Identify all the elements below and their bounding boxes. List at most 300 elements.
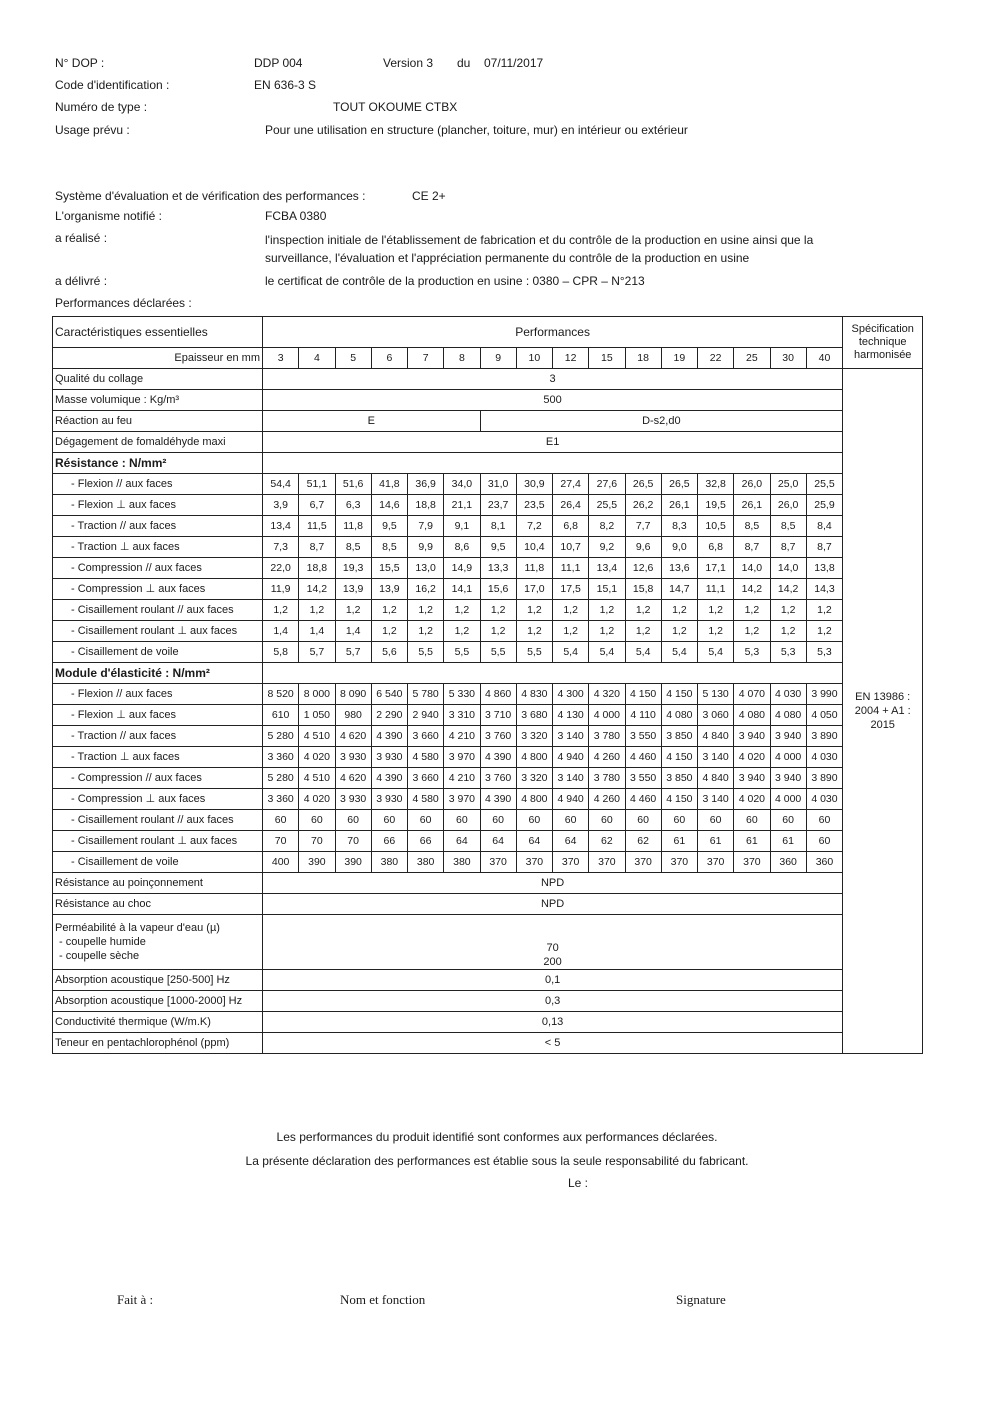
row-label: - Compression // aux faces [53, 558, 263, 579]
value-cell: 3 140 [553, 726, 589, 747]
value-cell: 8 090 [335, 684, 371, 705]
value-cell: 4 020 [734, 789, 770, 810]
value-cell: 1,2 [698, 600, 734, 621]
row-label: - Flexion ⊥ aux faces [53, 495, 263, 516]
value-cell: 4 510 [299, 768, 335, 789]
value-cell: 9,5 [480, 537, 516, 558]
usage-label: Usage prévu : [55, 123, 130, 137]
thickness-cell: 8 [444, 348, 480, 369]
closing-line-2: La présente déclaration des performances est établie sous la seule responsabilité du fabricant. [245, 1154, 749, 1168]
thickness-row [53, 348, 923, 369]
value-cell: 3 930 [335, 747, 371, 768]
value-cell: 5,6 [371, 642, 407, 663]
value-cell: 4 390 [371, 726, 407, 747]
done-label: a réalisé : [55, 231, 108, 245]
value-cell: 8,6 [444, 537, 480, 558]
section-title: Résistance : N/mm² [53, 453, 263, 474]
row-value: 500 [263, 390, 843, 411]
value-cell: 36,9 [408, 474, 444, 495]
value-cell: 5,3 [770, 642, 806, 663]
thickness-label: Epaisseur en mm [53, 348, 263, 369]
table-row [53, 915, 923, 970]
value-cell: 17,5 [553, 579, 589, 600]
table-row [53, 579, 923, 600]
value-cell: 3 320 [516, 726, 552, 747]
value-cell: 4 800 [516, 747, 552, 768]
value-cell: 1,2 [589, 600, 625, 621]
value-cell: 7,9 [408, 516, 444, 537]
row-label: - Cisaillement roulant ⊥ aux faces [53, 831, 263, 852]
value-cell: 18,8 [408, 495, 444, 516]
value-cell: 61 [698, 831, 734, 852]
value-cell: 14,2 [770, 579, 806, 600]
value-cell: 8,5 [770, 516, 806, 537]
thickness-cell: 6 [371, 348, 407, 369]
value-cell: 1,4 [335, 621, 371, 642]
table-row [53, 852, 923, 873]
value-cell: 4 150 [625, 684, 661, 705]
value-cell: 8 520 [263, 684, 299, 705]
value-cell: 6 540 [371, 684, 407, 705]
value-cell: 27,6 [589, 474, 625, 495]
value-cell: 5,4 [589, 642, 625, 663]
value-cell: 1,2 [371, 600, 407, 621]
value-cell: 14,0 [770, 558, 806, 579]
table-row [53, 495, 923, 516]
value-cell: 980 [335, 705, 371, 726]
value-cell: 370 [553, 852, 589, 873]
type-label: Numéro de type : [55, 100, 148, 114]
value-cell: 5 330 [444, 684, 480, 705]
row-label: - Compression ⊥ aux faces [53, 579, 263, 600]
row-label: Masse volumique : Kg/m³ [53, 390, 263, 411]
signature-label: Signature [676, 1292, 726, 1307]
value-cell: 3 780 [589, 768, 625, 789]
value-cell: 5,5 [480, 642, 516, 663]
value-cell: 8,3 [661, 516, 697, 537]
value-cell: 370 [698, 852, 734, 873]
row-label: - Flexion ⊥ aux faces [53, 705, 263, 726]
value-cell: 7,7 [625, 516, 661, 537]
table-row [53, 558, 923, 579]
value-cell: 60 [299, 810, 335, 831]
value-cell: 3 940 [770, 726, 806, 747]
value-cell: 4 510 [299, 726, 335, 747]
value-cell: 26,0 [734, 474, 770, 495]
value-cell: 22,0 [263, 558, 299, 579]
vapour-wet-value: 70 [546, 942, 559, 954]
table-row [53, 537, 923, 558]
value-cell: 23,7 [480, 495, 516, 516]
value-cell: 4 460 [625, 747, 661, 768]
value-cell: 51,6 [335, 474, 371, 495]
value-cell: 4 070 [734, 684, 770, 705]
value-cell: 3 940 [734, 768, 770, 789]
performance-table [52, 316, 923, 1054]
value-cell: 26,2 [625, 495, 661, 516]
value-cell: 2 290 [371, 705, 407, 726]
value-cell: 6,3 [335, 495, 371, 516]
value-cell: 370 [661, 852, 697, 873]
value-cell: 10,7 [553, 537, 589, 558]
value-cell: 4 620 [335, 768, 371, 789]
value-cell: 1,2 [734, 600, 770, 621]
value-cell: 8,5 [335, 537, 371, 558]
section-title-row [53, 663, 923, 684]
value-cell: 14,6 [371, 495, 407, 516]
closing-line-1: Les performances du produit identifié sont conformes aux performances déclarées. [276, 1130, 718, 1144]
value-cell: 9,6 [625, 537, 661, 558]
value-cell: 2 940 [408, 705, 444, 726]
table-row [53, 873, 923, 894]
value-cell: 4 580 [408, 747, 444, 768]
vapour-dry-value: 200 [543, 956, 562, 968]
value-cell: 26,1 [661, 495, 697, 516]
value-cell: 70 [299, 831, 335, 852]
value-cell: 60 [553, 810, 589, 831]
vapour-label: Perméabilité à la vapeur d'eau (µ) [55, 922, 220, 934]
row-label: Résistance au poinçonnement [53, 873, 263, 894]
value-cell: 4 840 [698, 726, 734, 747]
value-cell: 8,7 [770, 537, 806, 558]
value-cell: 66 [408, 831, 444, 852]
value-cell: 3 930 [335, 789, 371, 810]
value-cell: 9,5 [371, 516, 407, 537]
value-cell: 3 760 [480, 726, 516, 747]
value-cell: 9,0 [661, 537, 697, 558]
value-cell: 370 [589, 852, 625, 873]
table-row [53, 516, 923, 537]
vapour-value-cell [263, 915, 843, 970]
table-header-row [53, 317, 923, 348]
dop-label: N° DOP : [55, 56, 105, 70]
value-cell: 3 550 [625, 726, 661, 747]
vapour-label-cell [53, 915, 263, 970]
value-cell: 4 300 [553, 684, 589, 705]
row-label: Conductivité thermique (W/m.K) [53, 1012, 263, 1033]
value-cell: 380 [444, 852, 480, 873]
value-cell: 14,3 [806, 579, 842, 600]
name-function-label: Nom et fonction [340, 1292, 426, 1307]
value-cell: 4 580 [408, 789, 444, 810]
value-cell: 4 020 [299, 747, 335, 768]
value-cell: 4 030 [770, 684, 806, 705]
value-cell: 26,0 [770, 495, 806, 516]
value-cell: 60 [444, 810, 480, 831]
row-label: Teneur en pentachlorophénol (ppm) [53, 1033, 263, 1054]
value-cell: 380 [371, 852, 407, 873]
value-cell: 3 890 [806, 768, 842, 789]
value-cell: 5 280 [263, 768, 299, 789]
table-row [53, 810, 923, 831]
value-cell: 8,7 [299, 537, 335, 558]
value-cell: 6,7 [299, 495, 335, 516]
value-cell: 3 780 [589, 726, 625, 747]
value-cell: 4 050 [806, 705, 842, 726]
version: Version 3 [383, 56, 434, 70]
value-cell: 8,2 [589, 516, 625, 537]
value-cell: 4 000 [770, 747, 806, 768]
value-cell: 4 020 [734, 747, 770, 768]
value-cell: 54,4 [263, 474, 299, 495]
value-cell: 370 [734, 852, 770, 873]
value-cell: 5,7 [335, 642, 371, 663]
value-cell: 1,2 [625, 621, 661, 642]
table-row [53, 726, 923, 747]
value-cell: 3 930 [371, 747, 407, 768]
value-cell: 3 930 [371, 789, 407, 810]
header-spec: Spécification technique harmonisée [843, 317, 923, 369]
value-cell: 60 [480, 810, 516, 831]
row-label: - Compression // aux faces [53, 768, 263, 789]
value-cell: 8,7 [806, 537, 842, 558]
value-cell: 1,2 [661, 621, 697, 642]
value-cell: 62 [589, 831, 625, 852]
fire-value-a: E [263, 411, 481, 432]
date-prefix: du [457, 56, 471, 70]
row-label: Réaction au feu [53, 411, 263, 432]
code-value: EN 636-3 S [254, 78, 317, 92]
notified-body-value: FCBA 0380 [265, 209, 327, 223]
value-cell: 17,1 [698, 558, 734, 579]
declared-performances-label: Performances déclarées : [55, 296, 192, 310]
row-label: - Traction ⊥ aux faces [53, 747, 263, 768]
value-cell: 3 940 [734, 726, 770, 747]
done-line-1: l'inspection initiale de l'établissement de fabrication et du contrôle de la production en usine ainsi que la [265, 233, 814, 247]
value-cell: 13,3 [480, 558, 516, 579]
table-row [53, 768, 923, 789]
table-row [53, 474, 923, 495]
value-cell: 4 150 [661, 684, 697, 705]
row-value: < 5 [263, 1033, 843, 1054]
value-cell: 1,2 [444, 600, 480, 621]
thickness-cell: 30 [770, 348, 806, 369]
value-cell: 1,2 [770, 621, 806, 642]
dop-value: DDP 004 [254, 56, 303, 70]
value-cell: 1,2 [335, 600, 371, 621]
value-cell: 400 [263, 852, 299, 873]
value-cell: 41,8 [371, 474, 407, 495]
table-row [53, 991, 923, 1012]
row-label: - Cisaillement roulant ⊥ aux faces [53, 621, 263, 642]
header-performances: Performances [263, 317, 843, 348]
value-cell: 4 150 [661, 747, 697, 768]
value-cell: 10,4 [516, 537, 552, 558]
value-cell: 5,3 [806, 642, 842, 663]
table-row [53, 789, 923, 810]
thickness-cell: 15 [589, 348, 625, 369]
value-cell: 27,4 [553, 474, 589, 495]
value-cell: 1,2 [263, 600, 299, 621]
value-cell: 8,5 [734, 516, 770, 537]
value-cell: 3 940 [770, 768, 806, 789]
value-cell: 18,8 [299, 558, 335, 579]
value-cell: 5,5 [516, 642, 552, 663]
value-cell: 4 150 [661, 789, 697, 810]
thickness-cell: 9 [480, 348, 516, 369]
row-value: NPD [263, 894, 843, 915]
row-value: 0,13 [263, 1012, 843, 1033]
row-value: 3 [263, 369, 843, 390]
value-cell: 4 080 [661, 705, 697, 726]
value-cell: 14,7 [661, 579, 697, 600]
table-row [53, 831, 923, 852]
value-cell: 1,2 [625, 600, 661, 621]
row-label: Absorption acoustique [1000-2000] Hz [53, 991, 263, 1012]
value-cell: 60 [698, 810, 734, 831]
value-cell: 61 [734, 831, 770, 852]
value-cell: 5,8 [263, 642, 299, 663]
value-cell: 5,5 [444, 642, 480, 663]
value-cell: 11,1 [698, 579, 734, 600]
value-cell: 60 [734, 810, 770, 831]
value-cell: 60 [335, 810, 371, 831]
delivered-label: a délivré : [55, 274, 108, 288]
value-cell: 1,2 [299, 600, 335, 621]
value-cell: 1,2 [444, 621, 480, 642]
value-cell: 13,0 [408, 558, 444, 579]
value-cell: 19,5 [698, 495, 734, 516]
value-cell: 1,4 [299, 621, 335, 642]
table-row [53, 642, 923, 663]
value-cell: 8,7 [734, 537, 770, 558]
row-label: - Flexion // aux faces [53, 684, 263, 705]
value-cell: 4 080 [734, 705, 770, 726]
value-cell: 14,1 [444, 579, 480, 600]
value-cell: 8,1 [480, 516, 516, 537]
value-cell: 4 030 [806, 747, 842, 768]
value-cell: 4 390 [371, 768, 407, 789]
table-row [53, 894, 923, 915]
row-label: Résistance au choc [53, 894, 263, 915]
row-label: - Compression ⊥ aux faces [53, 789, 263, 810]
value-cell: 3 680 [516, 705, 552, 726]
vapour-dry-label: - coupelle sèche [59, 950, 140, 962]
value-cell: 14,0 [734, 558, 770, 579]
value-cell: 70 [335, 831, 371, 852]
value-cell: 5 780 [408, 684, 444, 705]
thickness-cell: 7 [408, 348, 444, 369]
done-line-2: surveillance, l'évaluation et l'appréciation permanente du contrôle de la production en usine [265, 251, 750, 265]
row-label: - Traction ⊥ aux faces [53, 537, 263, 558]
value-cell: 11,8 [516, 558, 552, 579]
value-cell: 19,3 [335, 558, 371, 579]
row-value: 0,1 [263, 970, 843, 991]
row-label: - Traction // aux faces [53, 726, 263, 747]
value-cell: 1,2 [371, 621, 407, 642]
value-cell: 60 [516, 810, 552, 831]
value-cell: 360 [806, 852, 842, 873]
value-cell: 15,6 [480, 579, 516, 600]
value-cell: 380 [408, 852, 444, 873]
value-cell: 26,5 [625, 474, 661, 495]
value-cell: 3 850 [661, 726, 697, 747]
value-cell: 1,2 [806, 600, 842, 621]
value-cell: 4 840 [698, 768, 734, 789]
value-cell: 1,2 [408, 600, 444, 621]
table-row [53, 600, 923, 621]
value-cell: 13,4 [263, 516, 299, 537]
value-cell: 13,9 [371, 579, 407, 600]
value-cell: 13,4 [589, 558, 625, 579]
table-row [53, 684, 923, 705]
value-cell: 3 710 [480, 705, 516, 726]
value-cell: 61 [770, 831, 806, 852]
value-cell: 60 [371, 810, 407, 831]
value-cell: 1,2 [734, 621, 770, 642]
value-cell: 25,9 [806, 495, 842, 516]
value-cell: 14,9 [444, 558, 480, 579]
section-title: Module d'élasticité : N/mm² [53, 663, 263, 684]
value-cell: 1,2 [480, 600, 516, 621]
row-label: - Flexion // aux faces [53, 474, 263, 495]
header-characteristics: Caractéristiques essentielles [53, 317, 263, 348]
value-cell: 17,0 [516, 579, 552, 600]
value-cell: 3 850 [661, 768, 697, 789]
fire-value-b: D-s2,d0 [480, 411, 843, 432]
value-cell: 60 [806, 831, 842, 852]
table-row [53, 369, 923, 390]
value-cell: 1,2 [408, 621, 444, 642]
value-cell: 4 030 [806, 789, 842, 810]
section-empty [263, 663, 843, 684]
spec-value-cell: EN 13986 : 2004 + A1 : 2015 [843, 369, 923, 1054]
value-cell: 13,6 [661, 558, 697, 579]
value-cell: 4 860 [480, 684, 516, 705]
row-label: Qualité du collage [53, 369, 263, 390]
value-cell: 14,2 [299, 579, 335, 600]
value-cell: 3 320 [516, 768, 552, 789]
value-cell: 5,5 [408, 642, 444, 663]
value-cell: 4 000 [589, 705, 625, 726]
value-cell: 25,5 [589, 495, 625, 516]
value-cell: 8 000 [299, 684, 335, 705]
value-cell: 8,4 [806, 516, 842, 537]
value-cell: 4 080 [770, 705, 806, 726]
thickness-cell: 40 [806, 348, 842, 369]
value-cell: 4 260 [589, 747, 625, 768]
value-cell: 4 260 [589, 789, 625, 810]
value-cell: 3 140 [553, 768, 589, 789]
value-cell: 9,2 [589, 537, 625, 558]
value-cell: 1 050 [299, 705, 335, 726]
value-cell: 1,2 [661, 600, 697, 621]
value-cell: 13,9 [335, 579, 371, 600]
thickness-cell: 4 [299, 348, 335, 369]
value-cell: 15,1 [589, 579, 625, 600]
value-cell: 3 890 [806, 726, 842, 747]
value-cell: 1,2 [516, 600, 552, 621]
value-cell: 12,6 [625, 558, 661, 579]
value-cell: 4 460 [625, 789, 661, 810]
table-row [53, 621, 923, 642]
row-label: Dégagement de fomaldéhyde maxi [53, 432, 263, 453]
value-cell: 62 [625, 831, 661, 852]
value-cell: 8,5 [371, 537, 407, 558]
value-cell: 3,9 [263, 495, 299, 516]
value-cell: 32,8 [698, 474, 734, 495]
table-row [53, 390, 923, 411]
value-cell: 64 [516, 831, 552, 852]
value-cell: 64 [444, 831, 480, 852]
row-label: Absorption acoustique [250-500] Hz [53, 970, 263, 991]
thickness-cell: 22 [698, 348, 734, 369]
value-cell: 60 [408, 810, 444, 831]
thickness-cell: 18 [625, 348, 661, 369]
value-cell: 6,8 [698, 537, 734, 558]
value-cell: 1,2 [770, 600, 806, 621]
value-cell: 5 130 [698, 684, 734, 705]
